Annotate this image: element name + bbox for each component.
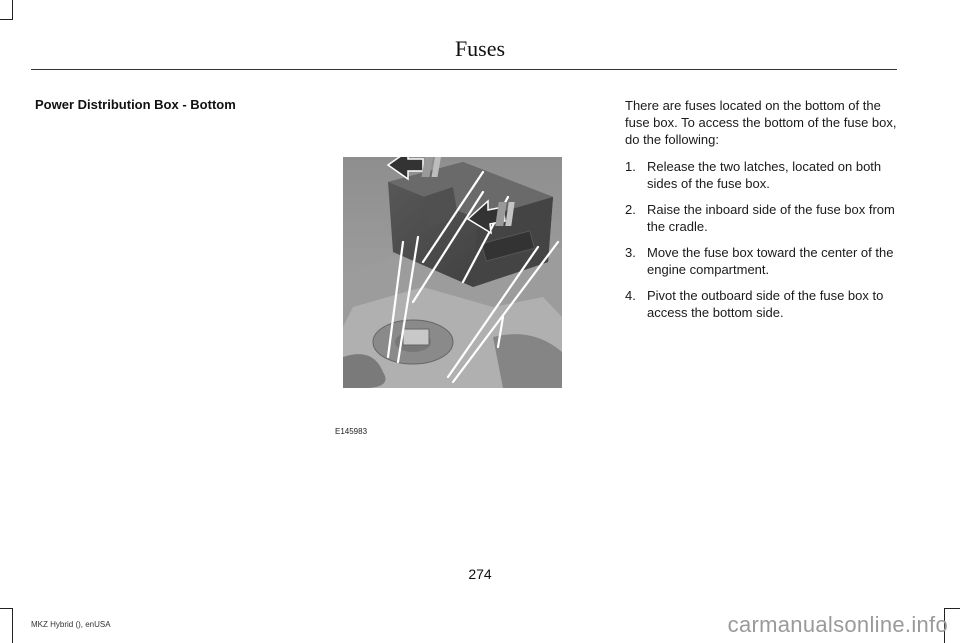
document-id: MKZ Hybrid (), enUSA xyxy=(31,620,111,629)
step-number: 2. xyxy=(625,202,636,217)
list-item xyxy=(625,201,897,235)
crop-mark-top-left-horizontal xyxy=(0,19,13,20)
steps-list xyxy=(625,158,897,321)
page-number: 274 xyxy=(468,566,492,582)
step-text: Move the fuse box toward the center of the engine compartment. xyxy=(647,245,894,277)
step-number: 1. xyxy=(625,159,636,174)
fuse-box-illustration xyxy=(343,157,562,388)
step-number: 3. xyxy=(625,245,636,260)
list-item xyxy=(625,287,897,321)
figure-code: E145983 xyxy=(335,427,368,436)
step-number: 4. xyxy=(625,288,636,303)
list-item xyxy=(625,244,897,278)
crop-mark-bottom-left-vertical xyxy=(12,608,13,643)
header-divider xyxy=(31,69,897,70)
step-text: Raise the inboard side of the fuse box from the cradle. xyxy=(647,202,895,234)
crop-mark-top-left-vertical xyxy=(12,0,13,20)
crop-mark-bottom-left-horizontal xyxy=(0,608,13,609)
instructions-column xyxy=(625,97,897,330)
crop-mark-bottom-right-horizontal xyxy=(944,608,960,609)
step-text: Pivot the outboard side of the fuse box to access the bottom side. xyxy=(647,288,884,320)
watermark: carmanualsonline.info xyxy=(727,612,948,637)
section-heading: Power Distribution Box - Bottom xyxy=(35,97,236,112)
step-text: Release the two latches, located on both sides of the fuse box. xyxy=(647,159,882,191)
list-item xyxy=(625,158,897,192)
page-header-title: Fuses xyxy=(454,36,506,61)
intro-paragraph: There are fuses located on the bottom of the fuse box. To access the bottom of the fuse box, do the following: xyxy=(625,98,897,147)
